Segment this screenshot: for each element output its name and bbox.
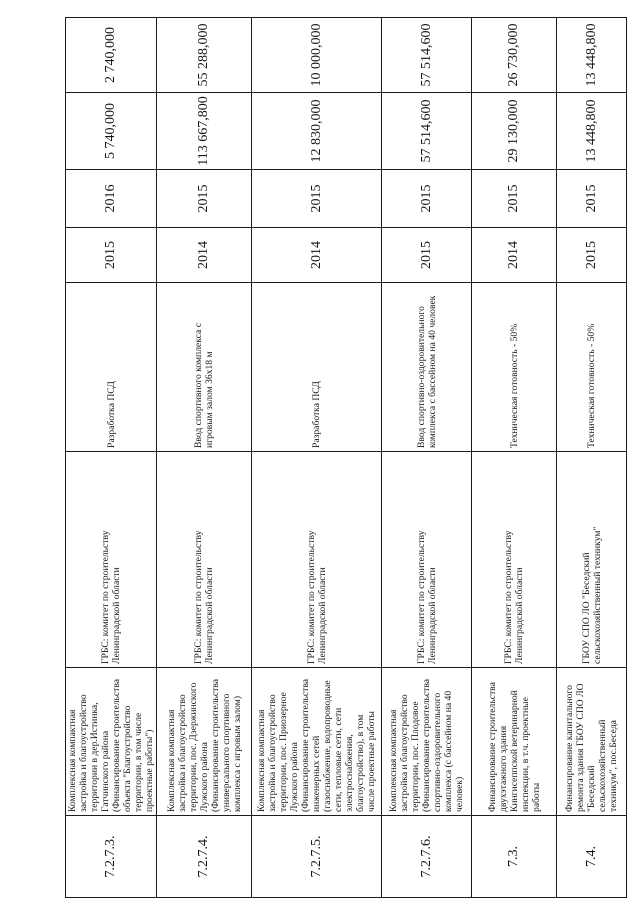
- rotated-table-sheet: [65, 18, 625, 898]
- start-year-cell: 2014: [252, 228, 382, 283]
- event-name-cell: Финансирование капитального ремонта здания ГБОУ СПО ЛО "Беседский сельскохозяйственный техникум", пос.Беседа: [557, 668, 627, 816]
- amount-cell: 55 288,000: [157, 18, 252, 93]
- result-cell: Ввод спортивно-оздоровительного комплекса с бассейном на 40 человек: [382, 283, 472, 452]
- end-year-cell: 2015: [557, 170, 627, 228]
- result-cell: Разработка ПСД: [66, 283, 157, 452]
- total-amount-cell: 57 514,600: [382, 93, 472, 170]
- amount-cell: 10 000,000: [252, 18, 382, 93]
- table-row: [382, 18, 472, 898]
- end-year-cell: 2016: [66, 170, 157, 228]
- grbs-cell: ГРБС: комитет по строительству Ленинградской области: [66, 452, 157, 668]
- event-name-cell: Финансирование строительства двухэтажного здания Кингисеппской ветеринарной инспекции, в т.ч. проектные работы: [472, 668, 557, 816]
- total-amount-cell: 5 740,000: [66, 93, 157, 170]
- start-year-cell: 2015: [557, 228, 627, 283]
- total-amount-cell: 29 130,000: [472, 93, 557, 170]
- start-year-cell: 2014: [157, 228, 252, 283]
- end-year-cell: 2015: [157, 170, 252, 228]
- row-number-cell: 7.4.: [557, 816, 627, 898]
- total-amount-cell: 113 667,800: [157, 93, 252, 170]
- amount-cell: 2 740,000: [66, 18, 157, 93]
- grbs-cell: ГБОУ СПО ЛО "Беседский сельскохозяйственный техникум": [557, 452, 627, 668]
- end-year-cell: 2015: [382, 170, 472, 228]
- row-number-cell: 7.3.: [472, 816, 557, 898]
- row-number-cell: 7.2.7.5.: [252, 816, 382, 898]
- table-row: [157, 18, 252, 898]
- event-name-cell: Комплексная компактная застройка и благоустройство территории в дер.Истинка, Гатчинского района (Финансирование строительства объекта "Благоустройство территории, в том числе проектные работы"): [66, 668, 157, 816]
- grbs-cell: ГРБС: комитет по строительству Ленинградской области: [472, 452, 557, 668]
- amount-cell: 57 514,600: [382, 18, 472, 93]
- table-row: [66, 18, 157, 898]
- grbs-cell: ГРБС: комитет по строительству Ленинградской области: [157, 452, 252, 668]
- result-cell: Ввод спортивного комплекса с игровым залом 36х18 м: [157, 283, 252, 452]
- table-row: [472, 18, 557, 898]
- total-amount-cell: 13 448,800: [557, 93, 627, 170]
- start-year-cell: 2014: [472, 228, 557, 283]
- row-number-cell: 7.2.7.6.: [382, 816, 472, 898]
- event-name-cell: Комплексная компактная застройка и благоустройство территории, пос. Плодовое (Финансирование строительства спортивно-оздоровительного комплекса (с бассейном на 40 человек): [382, 668, 472, 816]
- end-year-cell: 2015: [472, 170, 557, 228]
- result-cell: Техническая готовность - 50%: [557, 283, 627, 452]
- amount-cell: 26 730,000: [472, 18, 557, 93]
- event-name-cell: Комплексная компактная застройка и благоустройство территории, пос. Приозерное Лужского района (Финансирование строительства инженерных сетей (газоснабжение, водопроводные сети, тепловые сети, сети электроснабжения, благоустройство), в том числе проектные работы: [252, 668, 382, 816]
- table-row: [252, 18, 382, 898]
- grbs-cell: ГРБС: комитет по строительству Ленинградской области: [252, 452, 382, 668]
- start-year-cell: 2015: [382, 228, 472, 283]
- program-table: [65, 17, 627, 898]
- row-number-cell: 7.2.7.4.: [157, 816, 252, 898]
- event-name-cell: Комплексная компактная застройка и благоустройство территории, пос. Дзержинского Лужского района (Финансирование строительства универсального спортивного комплекса с игровым залом): [157, 668, 252, 816]
- grbs-cell: ГРБС: комитет по строительству Ленинградской области: [382, 452, 472, 668]
- result-cell: Разработка ПСД: [252, 283, 382, 452]
- row-number-cell: 7.2.7.3.: [66, 816, 157, 898]
- start-year-cell: 2015: [66, 228, 157, 283]
- end-year-cell: 2015: [252, 170, 382, 228]
- total-amount-cell: 12 830,000: [252, 93, 382, 170]
- table-row: [557, 18, 627, 898]
- result-cell: Техническая готовность - 50%: [472, 283, 557, 452]
- amount-cell: 13 448,800: [557, 18, 627, 93]
